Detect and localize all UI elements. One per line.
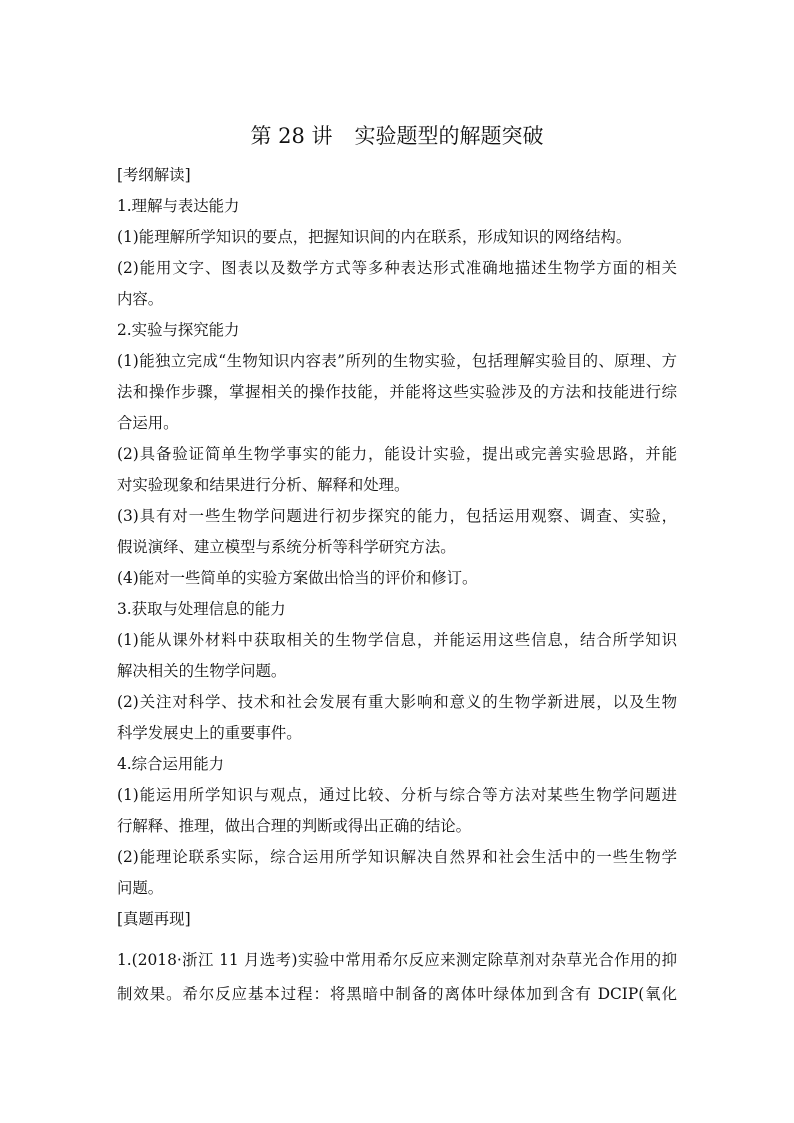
paragraph-2-2-line-2: 对实验现象和结果进行分析、解释和处理。 [117,476,410,494]
paragraph-2-1-line-1: (1)能独立完成“生物知识内容表”所列的生物实验，包括理解实验目的、原理、方 [117,352,677,370]
question-1-line-2: 制效果。希尔反应基本过程：将黑暗中制备的离体叶绿体加到含有 DCIP(氧化 [117,985,677,1003]
paragraph-2-2-line-1: (2)具备验证简单生物学事实的能力，能设计实验，提出或完善实验思路，并能 [117,445,677,463]
paragraph-2-4: (4)能对一些简单的实验方案做出恰当的评价和修订。 [117,569,478,587]
paragraph-2-1-line-2: 法和操作步骤，掌握相关的操作技能，并能将这些实验涉及的方法和技能进行综 [117,383,677,401]
paragraph-3-2-line-1: (2)关注对科学、技术和社会发展有重大影响和意义的生物学新进展，以及生物 [117,693,677,711]
paragraph-1-2-line-2: 内容。 [117,290,164,308]
paragraph-3-1-line-2: 解决相关的生物学问题。 [117,662,287,680]
paragraph-4-2-line-1: (2)能理论联系实际，综合运用所学知识解决自然界和社会生活中的一些生物学 [117,848,677,866]
paragraph-2-3-line-1: (3)具有对一些生物学问题进行初步探究的能力，包括运用观察、调查、实验， [117,507,677,525]
paragraph-4-1-line-1: (1)能运用所学知识与观点，通过比较、分析与综合等方法对某些生物学问题进 [117,786,677,804]
paragraph-2-3-line-2: 假说演绎、建立模型与系统分析等科学研究方法。 [117,538,456,556]
document-body [117,160,677,1011]
paragraph-4-1-line-2: 行解释、推理，做出合理的判断或得出正确的结论。 [117,817,471,835]
paragraph-3-1-line-1: (1)能从课外材料中获取相关的生物学信息，并能运用这些信息，结合所学知识 [117,631,677,649]
lecture-title: 实验题型的解题突破 [354,124,544,148]
paragraph-4-2-line-2: 问题。 [117,879,164,897]
section-heading-2: 2.实验与探究能力 [117,321,240,339]
question-1-line-1: 1.(2018·浙江 11 月选考)实验中常用希尔反应来测定除草剂对杂草光合作用的抑 [117,951,677,969]
section-heading-1: 1.理解与表达能力 [117,197,240,215]
paragraph-1-2-line-1: (2)能用文字、图表以及数学方式等多种表达形式准确地描述生物学方面的相关 [117,259,677,277]
lecture-number: 第 28 讲 [250,124,333,148]
page-title [0,122,794,150]
section-heading-review: [真题再现] [117,910,191,928]
section-heading-outline: [考纲解读] [117,166,191,184]
paragraph-3-2-line-2: 科学发展史上的重要事件。 [117,724,302,742]
section-heading-3: 3.获取与处理信息的能力 [117,600,286,618]
section-heading-4: 4.综合运用能力 [117,755,225,773]
paragraph-1-1: (1)能理解所学知识的要点，把握知识间的内在联系，形成知识的网络结构。 [117,228,632,246]
paragraph-2-1-line-3: 合运用。 [117,414,179,432]
